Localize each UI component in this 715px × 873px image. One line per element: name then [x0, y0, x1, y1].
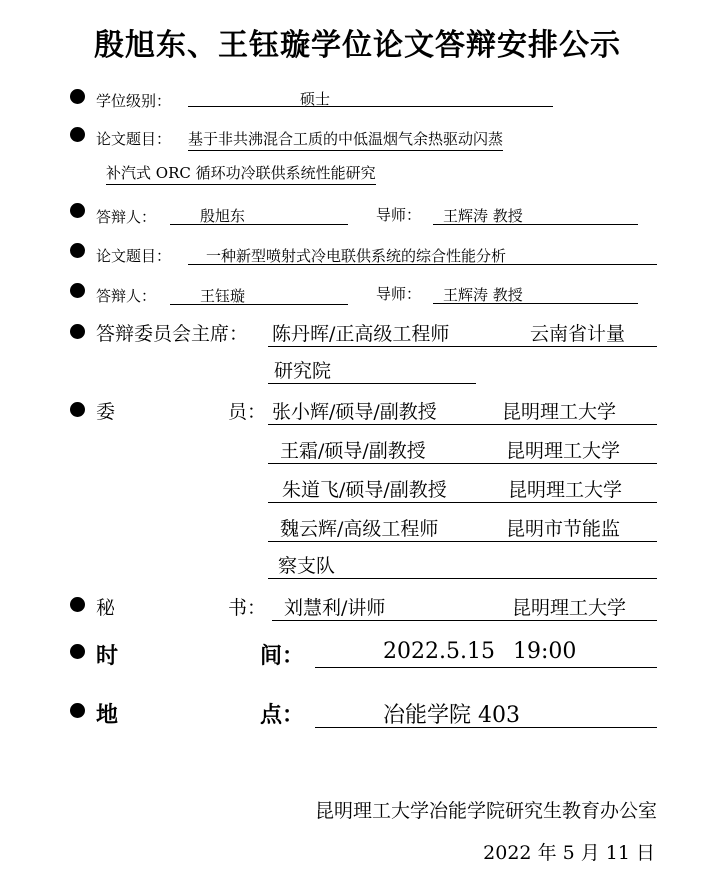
chair-org-line1: 云南省计量 [530, 323, 626, 345]
member-name: 朱道飞/硕导/副教授 [282, 479, 447, 501]
degree-level-value: 硕士 [300, 90, 331, 108]
member-name: 张小辉/硕导/副教授 [272, 401, 437, 423]
defender2-name: 王钰璇 [200, 287, 246, 305]
secretary-label-a: 秘 [96, 597, 116, 619]
time-field [315, 637, 657, 668]
bullet-icon [70, 644, 85, 659]
defender1-label: 答辩人： [96, 208, 157, 226]
thesis1-label: 论文题目： [96, 130, 172, 148]
defender2-field [170, 284, 348, 305]
advisor2-field [433, 283, 638, 304]
thesis2-title: 一种新型喷射式冷电联供系统的综合性能分析 [206, 247, 507, 265]
bullet-icon [70, 597, 85, 612]
time-label-a: 时 [96, 644, 119, 669]
secretary-org: 昆明理工大学 [512, 597, 627, 619]
thesis1-title-line1: 基于非共沸混合工质的中低温烟气余热驱动闪蒸 [188, 128, 503, 151]
bullet-icon [70, 243, 85, 258]
chair-field-continued [268, 356, 476, 384]
page-title: 殷旭东、王钰璇学位论文答辩安排公示 [94, 28, 621, 63]
member-org: 昆明理工大学 [506, 440, 621, 462]
defender1-name: 殷旭东 [200, 207, 246, 225]
defender1-field [170, 204, 348, 225]
member-row [268, 474, 657, 503]
member-row [268, 513, 657, 542]
chair-label: 答辩委员会主席： [96, 323, 249, 345]
place-value: 冶能学院 403 [383, 703, 520, 728]
member-org: 昆明市节能监 [506, 518, 621, 540]
bullet-icon [70, 324, 85, 339]
chair-field [268, 318, 657, 347]
bullet-icon [70, 89, 85, 104]
issuer: 昆明理工大学冶能学院研究生教育办公室 [314, 800, 657, 822]
thesis2-field [188, 244, 657, 265]
secretary-name: 刘慧利/讲师 [284, 597, 386, 619]
bullet-icon [70, 703, 85, 718]
member-name: 王霜/硕导/副教授 [280, 440, 426, 462]
bullet-icon [70, 283, 85, 298]
time-clock: 19:00 [513, 639, 577, 664]
degree-level-label: 学位级别： [96, 92, 172, 110]
member-org-continued: 察支队 [278, 555, 336, 577]
bullet-icon [70, 402, 85, 417]
chair-org-line2: 研究院 [274, 360, 332, 382]
advisor2-label: 导师： [376, 285, 422, 303]
bullet-icon [70, 127, 85, 142]
place-label-b: 点： [260, 703, 305, 728]
advisor1-name: 王辉涛 教授 [443, 207, 523, 225]
issue-date: 2022 年 5 月 11 日 [483, 842, 655, 864]
bullet-icon [70, 203, 85, 218]
place-field [315, 696, 657, 728]
advisor1-label: 导师： [376, 206, 422, 224]
members-label-a: 委 [96, 401, 116, 423]
member-row [268, 435, 657, 464]
degree-level-field [188, 88, 553, 107]
chair-name: 陈丹晖/正高级工程师 [272, 323, 450, 345]
members-label-b: 员： [228, 401, 267, 423]
member-row-continued [268, 551, 657, 579]
secretary-field [272, 592, 657, 621]
defender2-label: 答辩人： [96, 287, 157, 305]
time-label-b: 间： [260, 644, 305, 669]
advisor1-field [433, 204, 638, 225]
member-org: 昆明理工大学 [502, 401, 617, 423]
thesis1-title-line2: 补汽式 ORC 循环功冷联供系统性能研究 [106, 162, 376, 185]
secretary-label-b: 书： [228, 597, 267, 619]
advisor2-name: 王辉涛 教授 [443, 286, 523, 304]
place-label-a: 地 [96, 703, 119, 728]
time-date: 2022.5.15 [383, 639, 495, 664]
member-row [268, 396, 657, 425]
member-name: 魏云辉/高级工程师 [280, 518, 439, 540]
member-org: 昆明理工大学 [508, 479, 623, 501]
thesis2-label: 论文题目： [96, 247, 172, 265]
